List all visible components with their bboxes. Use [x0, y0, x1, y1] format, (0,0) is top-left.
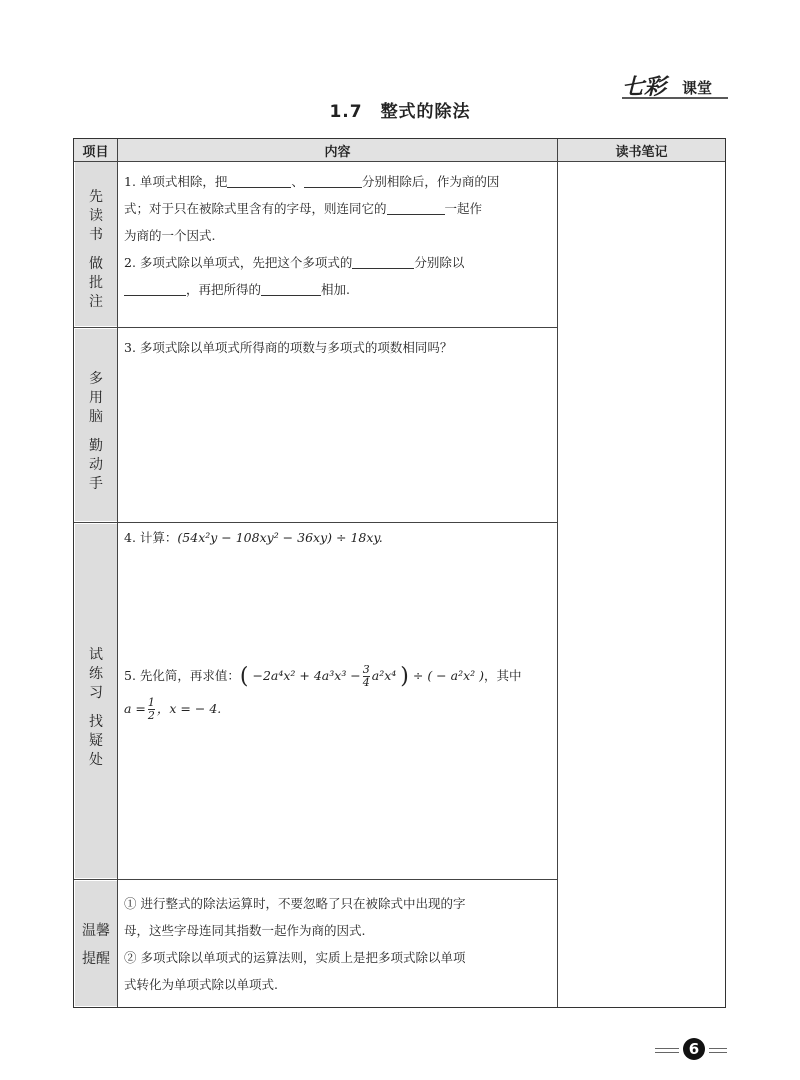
page-title [0, 97, 800, 122]
row2-content [124, 334, 550, 361]
fraction-one-half: $\frac{1}{2}$ [147, 696, 155, 722]
question-4: 4. 计算：(54x²y − 108xy² − 36xy) ÷ 18xy. [124, 530, 383, 545]
question-5 [124, 660, 550, 725]
question-2-line1: 2. 多项式除以单项式，先把这个多项式的 分别除以 [124, 255, 465, 270]
page-ornament-left [655, 1048, 679, 1053]
row-divider-3 [74, 879, 558, 880]
row2-label: 多 用 脑 勤 动 手 [89, 371, 103, 492]
fill-blank[interactable] [124, 281, 186, 296]
fill-blank[interactable] [304, 173, 362, 188]
question-5-line1: 5. 先化简，再求值：( −2a⁴x² + 4a³x³ − $\frac{3}{4}$ a²x⁴ ) ÷ ( − a²x² )，其中 [124, 663, 522, 689]
row3-content [124, 524, 550, 551]
question-2-line2: ，再把所得的 相加. [124, 276, 550, 303]
fill-blank[interactable] [261, 281, 321, 296]
question-5-line2: a = $\frac{1}{2}$ ，x = − 4. [124, 696, 222, 722]
page-number: 6 [683, 1038, 705, 1060]
tip-2-line2: 式转化为单项式除以单项式. [124, 977, 278, 992]
svg-text:课堂: 课堂 [682, 79, 713, 97]
row-divider-1 [74, 327, 558, 328]
question-3: 3. 多项式除以单项式所得商的项数与多项式的项数相同吗？ [124, 340, 453, 355]
fraction-three-quarters: $\frac{3}{4}$ [362, 663, 370, 689]
notes-col-divider [557, 139, 558, 1007]
fill-blank[interactable] [387, 200, 445, 215]
tip-2-line1: ② 多项式除以单项式的运算法则，实质上是把多项式除以单项 [124, 950, 466, 965]
row1-label: 先 读 书 做 批 注 [89, 189, 103, 310]
row3-label: 试 练 习 找 疑 处 [89, 647, 103, 768]
question-1-line3: 为商的一个因式. [124, 228, 216, 243]
tip-1-line1: ① 进行整式的除法运算时，不要忽略了只在被除式中出现的字 [124, 896, 466, 911]
page-ornament-right [709, 1048, 727, 1053]
row-divider-2 [74, 522, 558, 523]
header-content: 内容 [324, 145, 351, 160]
header-item: 项目 [82, 145, 109, 160]
question-1-line2: 式；对于只在被除式里含有的字母，则连同它的 一起作 [124, 201, 483, 216]
question-1-line1: 1. 单项式相除，把 、 分别相除后，作为商的因 [124, 174, 500, 189]
fill-blank[interactable] [352, 254, 414, 269]
fill-blank[interactable] [227, 173, 291, 188]
tip-1-line2: 母，这些字母连同其指数一起作为商的因式. [124, 923, 366, 938]
row4-label: 温馨 提醒 [82, 923, 110, 967]
item-col-divider [117, 139, 118, 1007]
row4-content [124, 890, 550, 998]
svg-text:七彩: 七彩 [622, 74, 667, 100]
row1-content [124, 168, 550, 303]
section-title: 整式的除法 [380, 102, 471, 122]
header-notes: 读书笔记 [615, 145, 668, 160]
header-divider [74, 161, 725, 162]
section-number: 1.7 [329, 102, 363, 122]
